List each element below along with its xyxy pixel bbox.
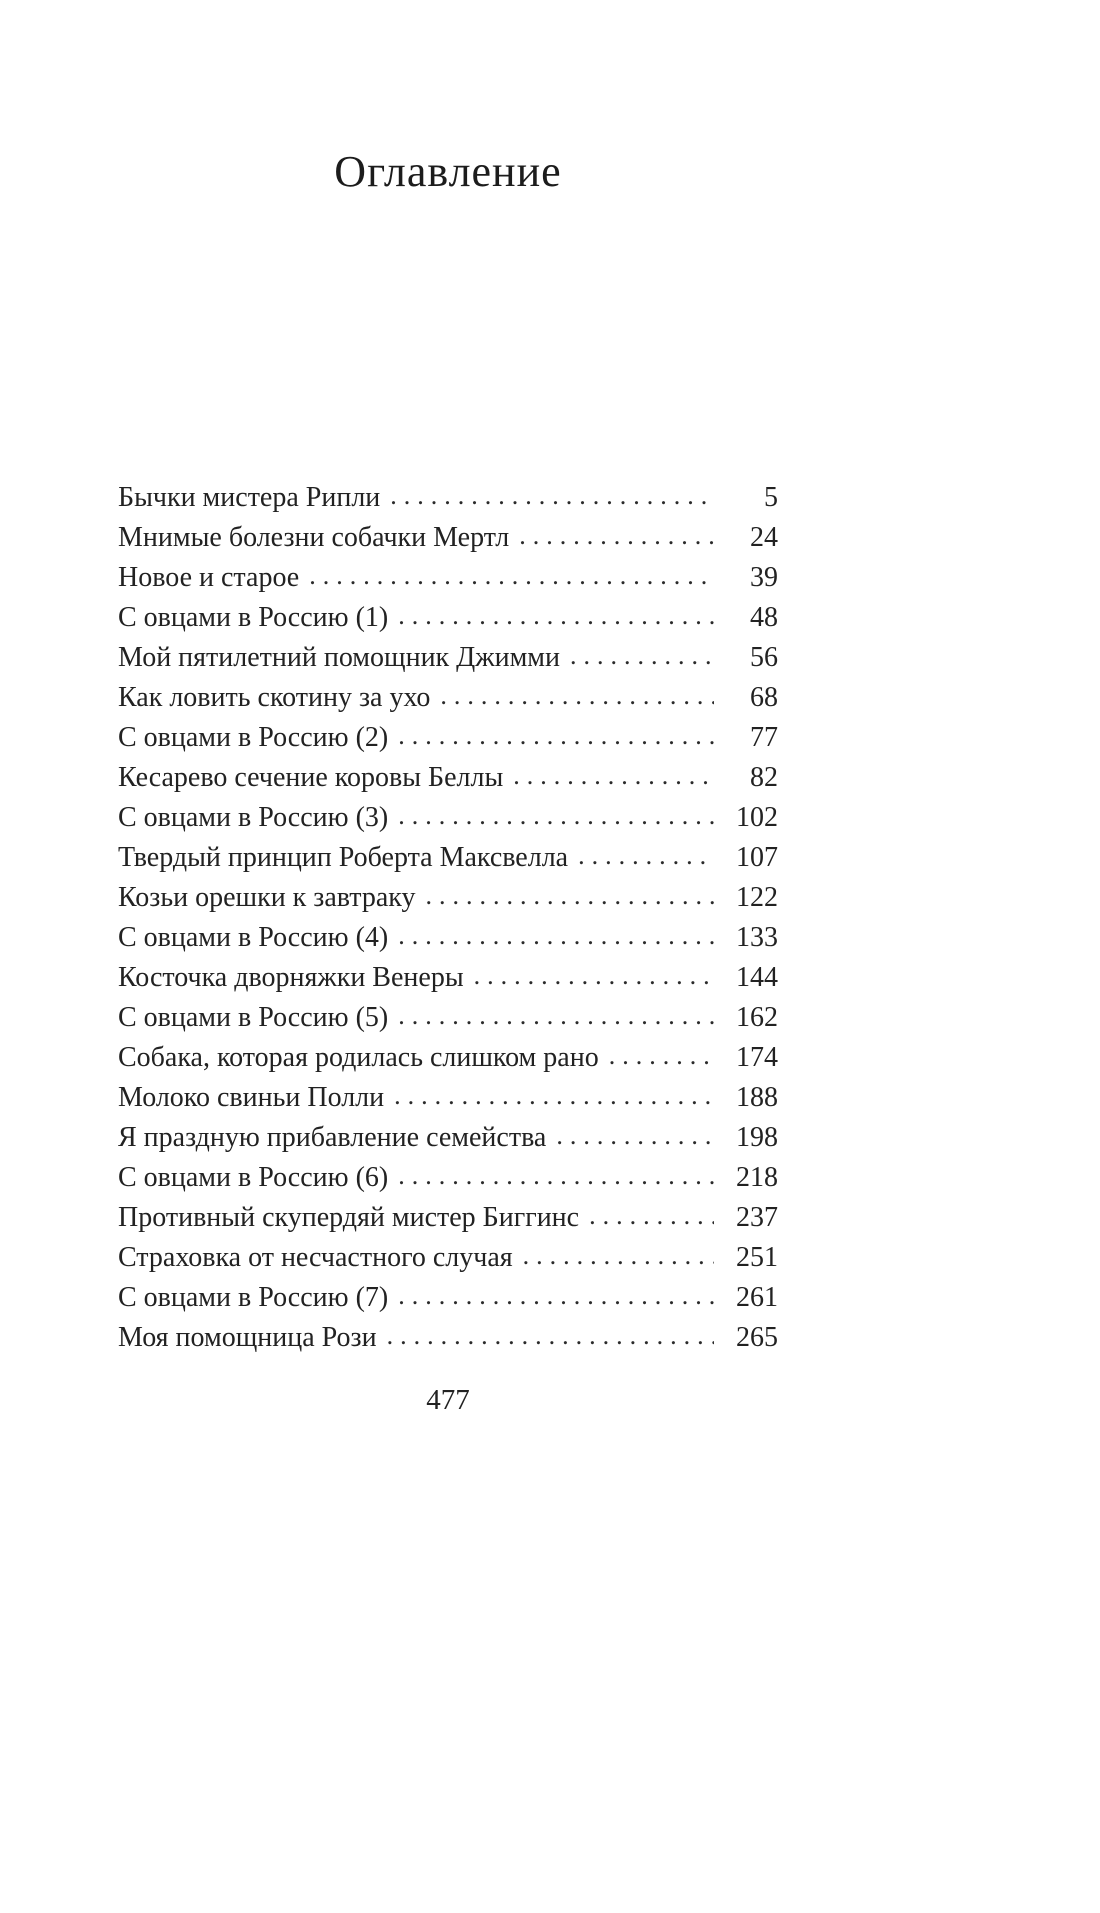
toc-entry-page: 56 [750,642,778,673]
dot-leader [394,1080,714,1112]
dot-leader [474,960,714,992]
toc-entry-page: 198 [736,1122,778,1153]
toc-entry [118,802,778,842]
dot-leader [589,1200,714,1232]
toc-entry-title: Твердый принцип Роберта Максвелла [118,842,569,873]
toc-entry [118,482,778,522]
toc-entry-page: 107 [736,842,778,873]
toc-entry-title: Молоко свиньи Полли [118,1082,385,1113]
toc-entry-page: 218 [736,1162,778,1193]
toc-entry-title: С овцами в Россию (5) [118,1002,389,1033]
toc-entry-title: С овцами в Россию (3) [118,802,389,833]
dot-leader [398,1000,714,1032]
toc-entry-page: 82 [750,762,778,793]
dot-leader [519,520,714,552]
toc-entry [118,762,778,802]
dot-leader [398,600,714,632]
dot-leader [398,1160,714,1192]
dot-leader [390,480,714,512]
toc-entry-title: Собака, которая родилась слишком рано [118,1042,599,1073]
toc-entry-page: 102 [736,802,778,833]
toc-entry-title: Кесарево сечение коровы Беллы [118,762,504,793]
toc-entry [118,1002,778,1042]
toc-entry-page: 265 [736,1322,778,1353]
toc-entry-page: 122 [736,882,778,913]
toc-entry-page: 68 [750,682,778,713]
toc-entry-title: Бычки мистера Рипли [118,482,381,513]
toc-entry [118,1322,778,1362]
toc-entry-title: С овцами в Россию (6) [118,1162,389,1193]
toc-entry-title: Как ловить скотину за ухо [118,682,431,713]
dot-leader [309,560,714,592]
toc-entry [118,562,778,602]
toc-entry [118,602,778,642]
toc-entry-page: 39 [750,562,778,593]
toc-entry [118,882,778,922]
toc-entry-title: Я праздную прибавление семейства [118,1122,547,1153]
dot-leader [426,880,715,912]
page-title: Оглавление [334,147,562,196]
toc-entry-page: 133 [736,922,778,953]
dot-leader [398,720,714,752]
toc-entry-page: 251 [736,1242,778,1273]
dot-leader [398,800,714,832]
toc-entry-page: 144 [736,962,778,993]
toc-entry-title: Страховка от несчастного случая [118,1242,513,1273]
toc-entry-title: С овцами в Россию (2) [118,722,389,753]
dot-leader [578,840,714,872]
toc-entry-page: 77 [750,722,778,753]
dot-leader [440,680,714,712]
toc-entry-page: 237 [736,1202,778,1233]
toc-entry [118,962,778,1002]
toc-entry [118,642,778,682]
toc-entry [118,1162,778,1202]
toc-entry [118,1042,778,1082]
toc-entry-title: С овцами в Россию (4) [118,922,389,953]
dot-leader [523,1240,714,1272]
toc-entry-page: 188 [736,1082,778,1113]
toc-entry [118,922,778,962]
toc-list [118,482,778,1362]
toc-entry-title: Мнимые болезни собачки Мертл [118,522,510,553]
toc-entry-page: 48 [750,602,778,633]
toc-entry [118,842,778,882]
toc-entry [118,682,778,722]
dot-leader [609,1040,714,1072]
toc-entry-title: С овцами в Россию (7) [118,1282,389,1313]
toc-entry [118,722,778,762]
toc-entry-page: 174 [736,1042,778,1073]
toc-entry-title: Противный скупердяй мистер Биггинс [118,1202,580,1233]
dot-leader [387,1320,714,1352]
toc-entry [118,1082,778,1122]
toc-entry-title: Новое и старое [118,562,300,593]
toc-entry [118,1282,778,1322]
toc-entry-page: 261 [736,1282,778,1313]
dot-leader [398,920,714,952]
toc-entry-page: 5 [764,482,778,513]
toc-entry [118,1122,778,1162]
dot-leader [570,640,714,672]
toc-entry-page: 24 [750,522,778,553]
toc-entry [118,1202,778,1242]
toc-entry-title: Моя помощница Рози [118,1322,377,1353]
toc-entry-title: Мой пятилетний помощник Джимми [118,642,561,673]
dot-leader [556,1120,714,1152]
page-number: 477 [426,1384,470,1416]
toc-entry-title: Козьи орешки к завтраку [118,882,416,913]
toc-entry-page: 162 [736,1002,778,1033]
toc-entry [118,522,778,562]
toc-entry [118,1242,778,1282]
dot-leader [398,1280,714,1312]
toc-entry-title: С овцами в Россию (1) [118,602,389,633]
toc-entry-title: Косточка дворняжки Венеры [118,962,464,993]
dot-leader [513,760,714,792]
